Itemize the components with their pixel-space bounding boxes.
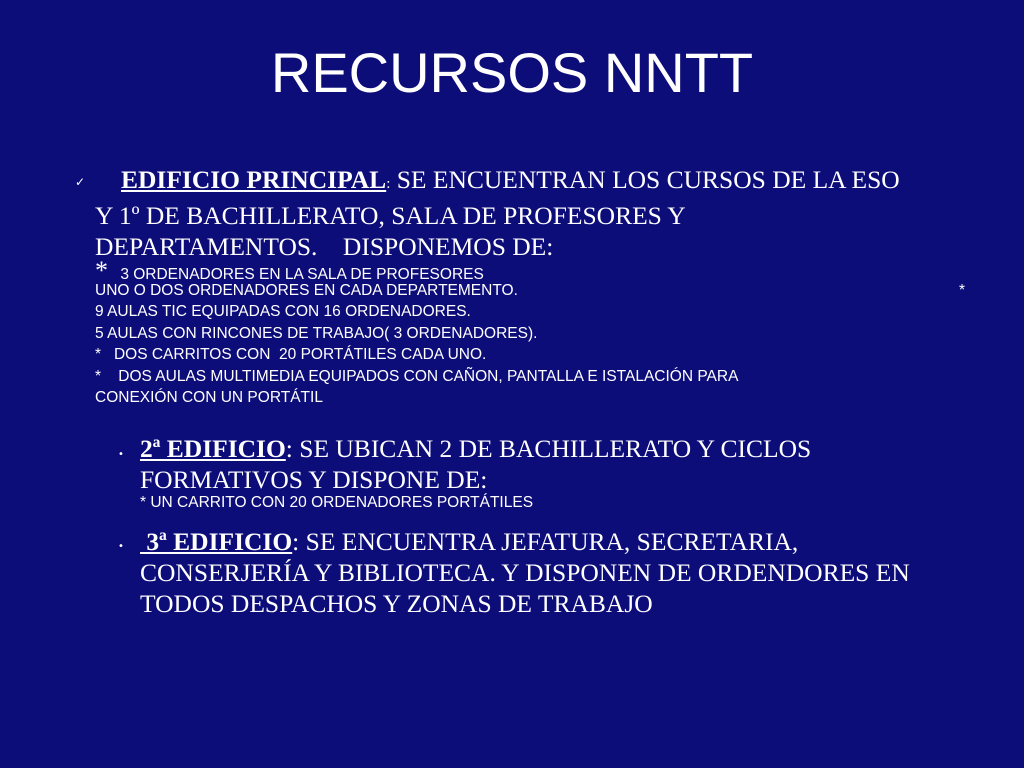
section-edificio-principal bbox=[95, 164, 975, 409]
section2-item1: * UN CARRITO CON 20 ORDENADORES PORTÁTILES bbox=[140, 494, 534, 511]
section1-text-line2: Y 1º DE BACHILLERATO, SALA DE PROFESORES Y bbox=[95, 201, 686, 230]
section3-text-line1: : SE ENCUENTRA JEFATURA, SECRETARIA, bbox=[292, 527, 799, 556]
section3-text-line2: CONSERJERÍA Y BIBLIOTECA. Y DISPONEN DE ORDENDORES EN bbox=[140, 558, 910, 587]
section3-text-line3: TODOS DESPACHOS Y ZONAS DE TRABAJO bbox=[140, 589, 653, 618]
section-edificio-3 bbox=[140, 526, 980, 619]
slide-title: RECURSOS NNTT bbox=[270, 41, 754, 104]
section1-item2-row bbox=[95, 280, 965, 302]
section1-item2: UNO O DOS ORDENADORES EN CADA DEPARTEMENTO. bbox=[95, 281, 518, 299]
section2-text-line1: : SE UBICAN 2 DE BACHILLERATO Y CICLOS bbox=[285, 434, 812, 463]
section1-line1 bbox=[95, 164, 975, 200]
bullet-dot-icon: • bbox=[118, 541, 124, 552]
section1-item7: CONEXIÓN CON UN PORTÁTIL bbox=[95, 389, 323, 406]
section1-item6: * DOS AULAS MULTIMEDIA EQUIPADOS CON CAÑON, PANTALLA E ISTALACIÓN PARA bbox=[95, 367, 739, 385]
section3-heading: 3ª EDIFICIO bbox=[140, 527, 293, 556]
star-bullet: * bbox=[95, 256, 108, 285]
section1-item3: 9 AULAS TIC EQUIPADAS CON 16 ORDENADORES. bbox=[95, 303, 471, 320]
section1-item4: 5 AULAS CON RINCONES DE TRABAJO( 3 ORDENADORES). bbox=[95, 324, 538, 342]
section2-line1 bbox=[140, 433, 980, 464]
section1-item1: 3 ORDENADORES EN LA SALA DE PROFESORES bbox=[120, 266, 484, 283]
check-mark-icon: ✓ bbox=[75, 175, 86, 189]
section-edificio-2 bbox=[140, 433, 980, 514]
section1-heading: EDIFICIO PRINCIPAL bbox=[121, 165, 387, 194]
section2-heading: 2ª EDIFICIO bbox=[140, 434, 286, 463]
section1-text-line1: SE ENCUENTRAN LOS CURSOS DE LA ESO bbox=[390, 165, 900, 194]
section1-item5: * DOS CARRITOS CON 20 PORTÁTILES CADA UNO. bbox=[95, 346, 487, 363]
section3-line1 bbox=[140, 526, 980, 557]
section1-item2-star: * bbox=[958, 281, 965, 299]
section2-text-line2: FORMATIVOS Y DISPONE DE: bbox=[140, 465, 488, 494]
bullet-dot-icon: • bbox=[118, 449, 124, 460]
section1-text-line3: DEPARTAMENTOS. DISPONEMOS DE: bbox=[95, 232, 554, 261]
section1-heading-colon: : bbox=[386, 176, 391, 192]
